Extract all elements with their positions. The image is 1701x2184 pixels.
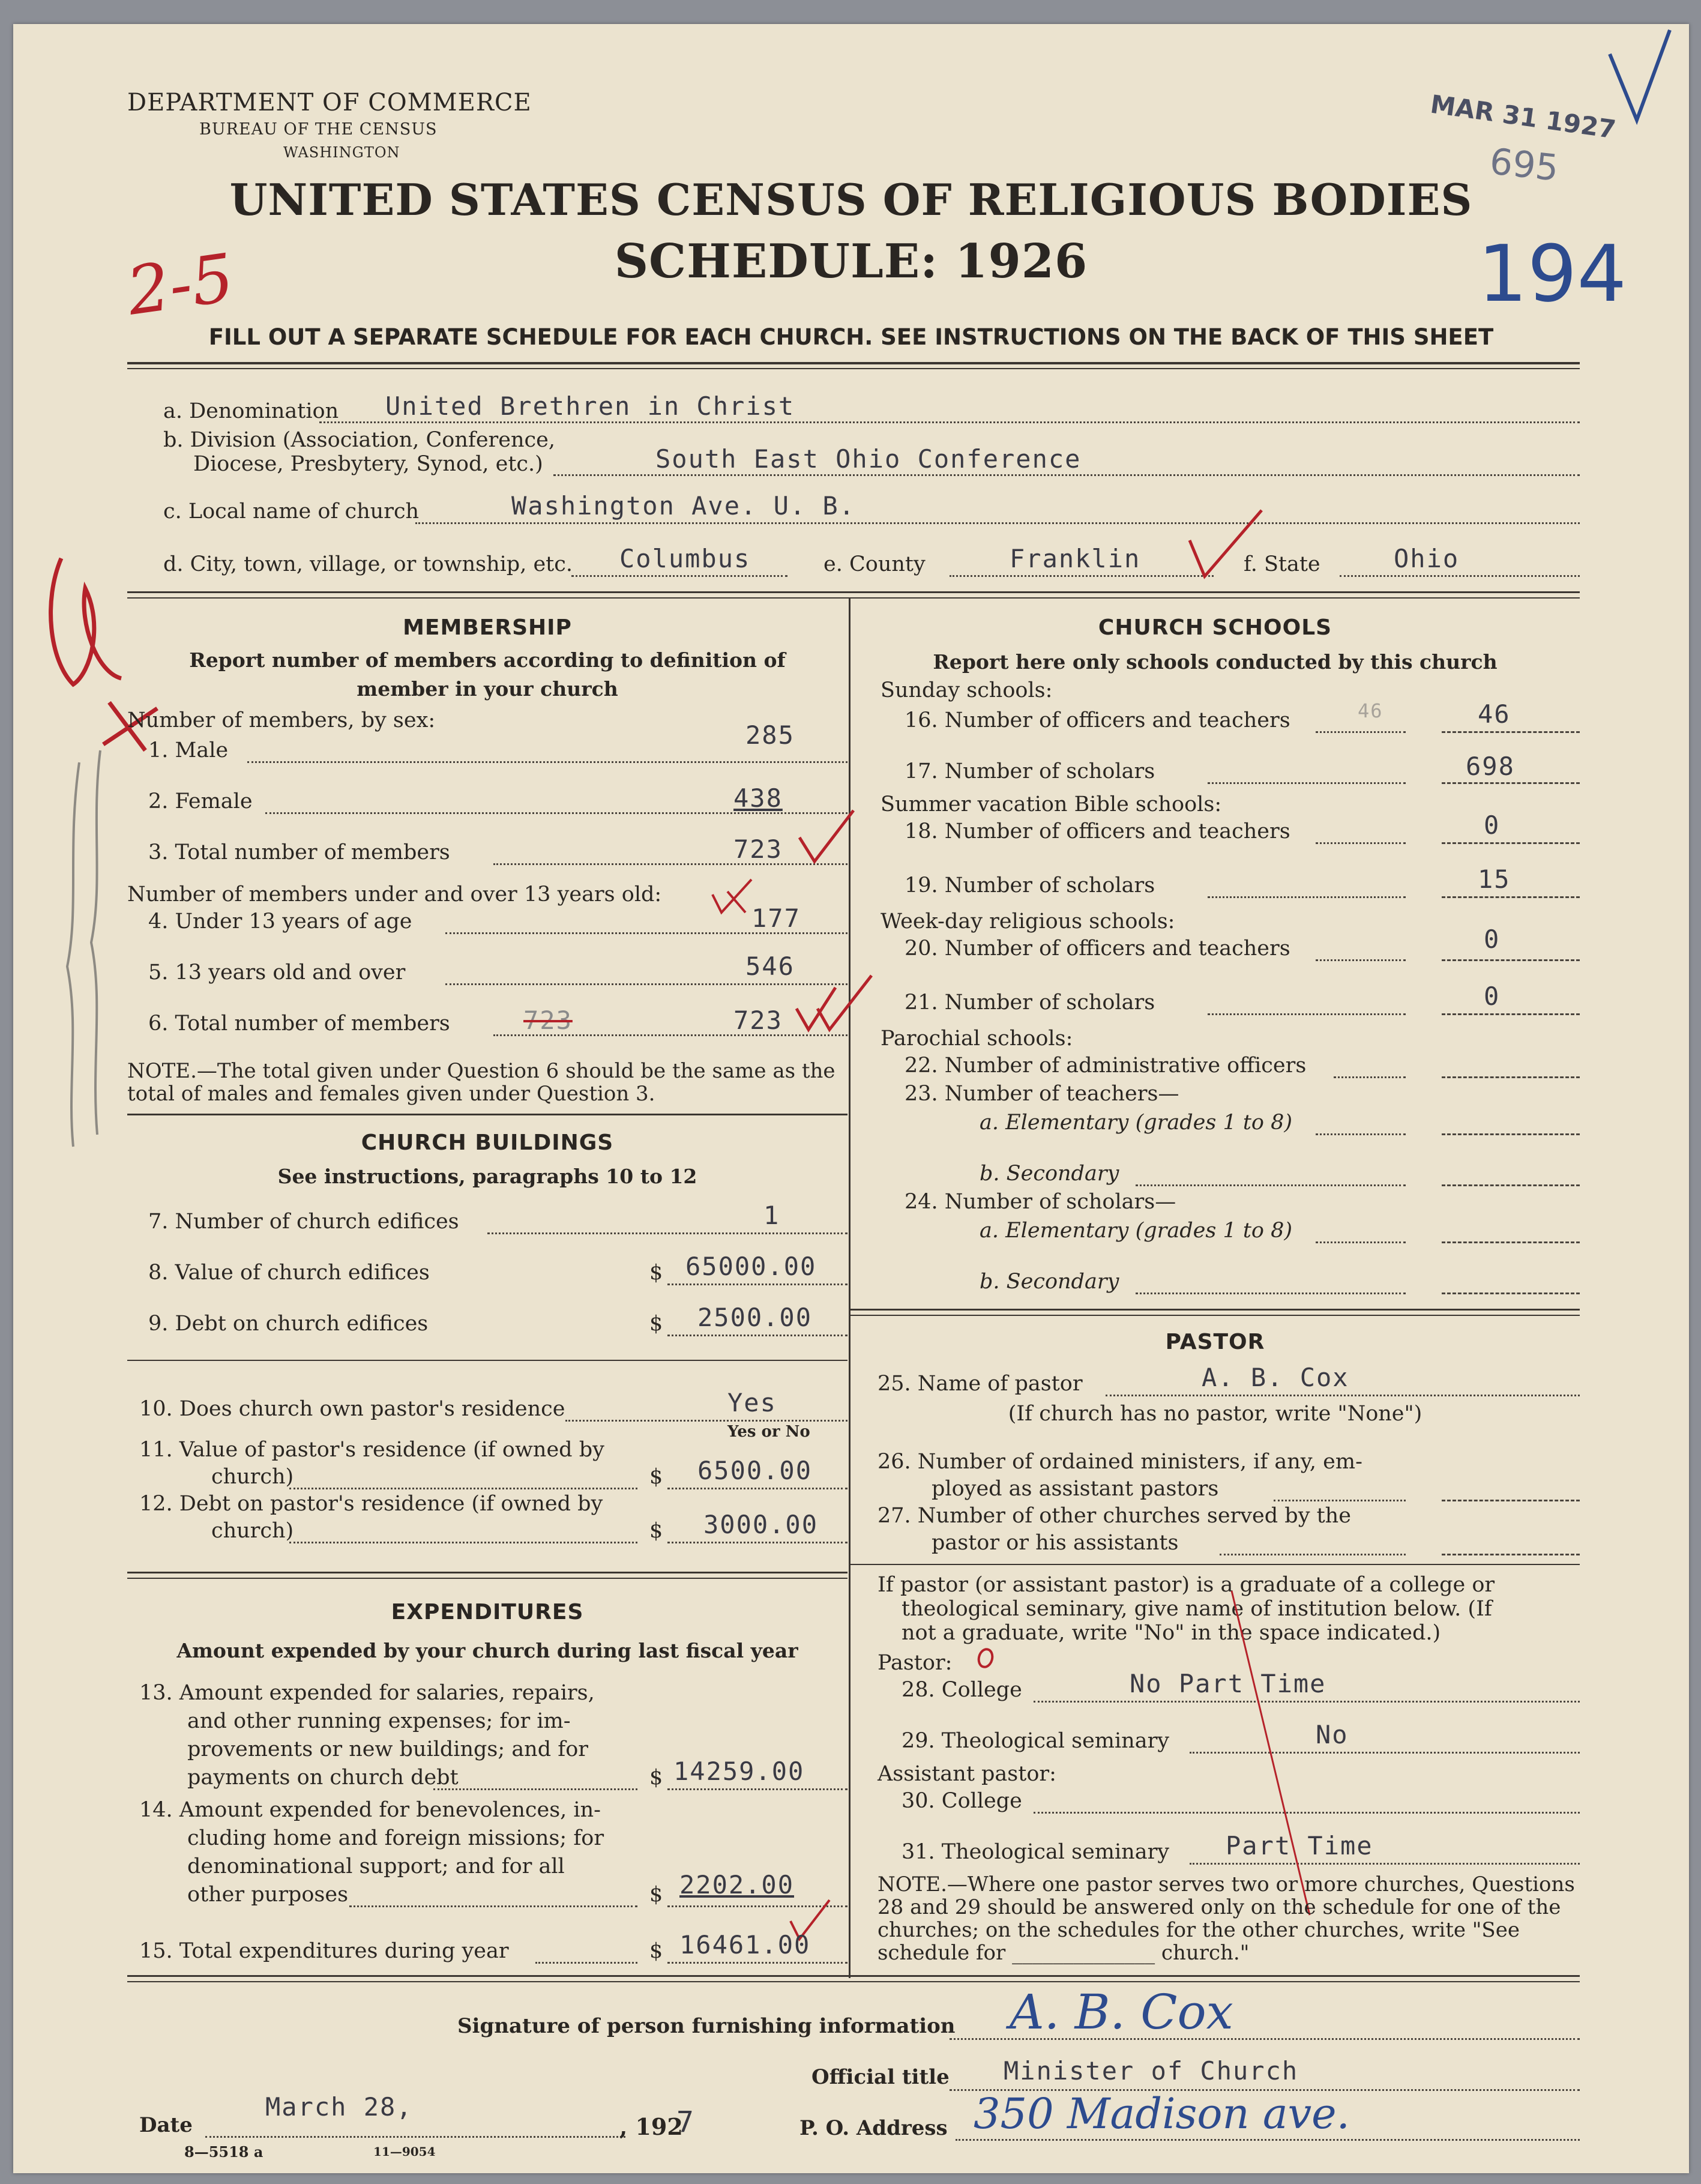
- received-date-stamp: MAR 31 1927: [1429, 89, 1618, 145]
- q6-label: 6. Total number of members: [148, 1012, 450, 1036]
- q27-label-2: pastor or his assistants: [932, 1531, 1179, 1555]
- total-members-struck-value: 723: [523, 1006, 573, 1035]
- fill-line: [1208, 896, 1406, 898]
- red-pencil-stroke-icon: [1226, 1585, 1322, 1921]
- rule: [850, 1309, 1580, 1311]
- dollar-sign: $: [649, 1766, 663, 1790]
- sunday-officers-value[interactable]: 46: [1478, 699, 1511, 729]
- q14-label-3: denominational support; and for all: [187, 1854, 565, 1878]
- pastor-name-value[interactable]: A. B. Cox: [1202, 1363, 1349, 1392]
- red-check-icon: [709, 876, 757, 919]
- rule: [850, 1315, 1580, 1316]
- rule: [127, 1360, 847, 1361]
- fill-line: [1334, 1076, 1406, 1078]
- bureau-name: BUREAU OF THE CENSUS: [199, 120, 438, 139]
- fill-line: [319, 421, 1580, 423]
- weekday-scholars-value[interactable]: 0: [1484, 982, 1501, 1011]
- q7-label: 7. Number of church edifices: [148, 1210, 459, 1234]
- pastor-note: NOTE.—Where one pastor serves two or more churches, Questions 28 and 29 should be answered only on the schedule for one of the churches; on the schedules for the other churches, write "See schedule for ______________ church.": [878, 1872, 1575, 1965]
- year-prefix: , 192: [619, 2113, 683, 2140]
- q8-label: 8. Value of church edifices: [148, 1261, 430, 1285]
- fill-line: [1208, 1013, 1406, 1015]
- q14-label-2: cluding home and foreign missions; for: [187, 1826, 604, 1850]
- q26-label-1: 26. Number of ordained ministers, if any, em-: [878, 1450, 1362, 1474]
- q16-label: 16. Number of officers and teachers: [905, 708, 1290, 732]
- fill-line: [553, 474, 1580, 476]
- state-value[interactable]: Ohio: [1394, 544, 1460, 573]
- denomination-label: a. Denomination: [163, 399, 339, 423]
- q23a-label: a. Elementary (grades 1 to 8): [980, 1111, 1293, 1135]
- q24b-label: b. Secondary: [980, 1270, 1119, 1294]
- q18-label: 18. Number of officers and teachers: [905, 819, 1290, 843]
- fill-line: [1340, 575, 1580, 577]
- fill-line: [1106, 1395, 1580, 1396]
- division-label-2: Diocese, Presbytery, Synod, etc.): [193, 452, 543, 476]
- q26-label-2: ployed as assistant pastors: [932, 1477, 1219, 1501]
- dollar-sign: $: [649, 1939, 663, 1963]
- q25-note: (If church has no pastor, write "None"): [1008, 1402, 1423, 1426]
- residence-value[interactable]: 6500.00: [697, 1456, 813, 1485]
- fill-line: [667, 1542, 847, 1543]
- q3-label: 3. Total number of members: [148, 840, 450, 864]
- fill-line: [1274, 1500, 1406, 1501]
- graduate-instr-2: theological seminary, give name of institution below. (If: [902, 1597, 1492, 1621]
- signature-label: Signature of person furnishing information: [457, 2014, 956, 2038]
- rule: [127, 597, 1580, 599]
- form-title: UNITED STATES CENSUS OF RELIGIOUS BODIES: [229, 174, 1473, 225]
- membership-note: NOTE.—The total given under Question 6 should be the same as the total of males and females given under Question 3.: [127, 1059, 835, 1106]
- fill-line: [1316, 731, 1406, 733]
- under-13-value[interactable]: 177: [751, 903, 801, 933]
- fill-line: [571, 575, 787, 577]
- fill-line: [1442, 1184, 1580, 1186]
- q17-label: 17. Number of scholars: [905, 759, 1155, 783]
- q23b-label: b. Secondary: [980, 1162, 1119, 1186]
- fill-line: [1316, 1133, 1406, 1135]
- fill-line: [667, 1284, 847, 1285]
- total-members-value-q3[interactable]: 723: [733, 834, 783, 864]
- by-age-label: Number of members under and over 13 years old:: [127, 882, 662, 906]
- instructions-banner: FILL OUT A SEPARATE SCHEDULE FOR EACH CHURCH. SEE INSTRUCTIONS ON THE BACK OF THIS SHEET: [208, 324, 1494, 350]
- q19-label: 19. Number of scholars: [905, 873, 1155, 897]
- q13-label-2: and other running expenses; for im-: [187, 1709, 571, 1733]
- q30-label: 30. College: [902, 1789, 1022, 1813]
- dollar-sign: $: [649, 1883, 663, 1907]
- city-value[interactable]: Columbus: [619, 544, 751, 573]
- washington-label: WASHINGTON: [283, 144, 400, 161]
- official-title-value[interactable]: Minister of Church: [1004, 2056, 1299, 2086]
- fill-line: [349, 1905, 637, 1907]
- red-check-icon: [793, 804, 860, 870]
- graduate-instr-3: not a graduate, write "No" in the space indicated.): [902, 1621, 1441, 1645]
- over-13-value[interactable]: 546: [745, 952, 795, 981]
- dollar-sign: $: [649, 1312, 663, 1336]
- fill-line: [956, 2139, 1580, 2141]
- county-value[interactable]: Franklin: [1010, 544, 1141, 573]
- pastor-college-value[interactable]: No Part Time: [1130, 1669, 1326, 1698]
- fill-line: [289, 1542, 637, 1543]
- fill-line: [1442, 782, 1580, 784]
- print-number: 11—9054: [373, 2144, 436, 2159]
- q9-label: 9. Debt on church edifices: [148, 1312, 429, 1336]
- fill-line: [289, 1488, 637, 1489]
- dollar-sign: $: [649, 1261, 663, 1285]
- department-name: DEPARTMENT OF COMMERCE: [127, 89, 532, 116]
- q11-label-1: 11. Value of pastor's residence (if owned by: [139, 1438, 604, 1462]
- q23-label: 23. Number of teachers—: [905, 1082, 1179, 1106]
- form-number: 8—5518 a: [184, 2143, 263, 2161]
- fill-line: [667, 1488, 847, 1489]
- year-digit-value[interactable]: 7: [676, 2105, 695, 2139]
- signature-value[interactable]: A. B. Cox: [1010, 1984, 1233, 2040]
- parochial-schools-label: Parochial schools:: [881, 1027, 1073, 1051]
- fill-line: [1442, 959, 1580, 961]
- state-label: f. State: [1244, 552, 1320, 576]
- q27-label-1: 27. Number of other churches served by the: [878, 1504, 1351, 1528]
- fill-line: [1136, 1293, 1406, 1294]
- fill-line: [1442, 1013, 1580, 1015]
- fill-line: [667, 1962, 847, 1964]
- check-mark-icon: [1604, 24, 1676, 132]
- church-schools-heading: CHURCH SCHOOLS: [1098, 615, 1332, 640]
- fill-line: [1442, 1500, 1580, 1501]
- date-label: Date: [139, 2113, 193, 2137]
- sunday-scholars-value[interactable]: 698: [1466, 752, 1515, 781]
- church-edifices-count-value[interactable]: 1: [763, 1201, 780, 1230]
- fill-line: [565, 1420, 847, 1422]
- q31-label: 31. Theological seminary: [902, 1840, 1170, 1864]
- assistant-pastor-label: Assistant pastor:: [878, 1762, 1056, 1786]
- denomination-value[interactable]: United Brethren in Christ: [385, 391, 795, 421]
- red-zero-mark-icon: [974, 1645, 998, 1671]
- q22-label: 22. Number of administrative officers: [905, 1054, 1307, 1078]
- fill-line: [1220, 1554, 1406, 1555]
- q24a-label: a. Elementary (grades 1 to 8): [980, 1219, 1293, 1243]
- officers-teachers-faint-value: 46: [1358, 699, 1383, 722]
- fill-line: [1442, 731, 1580, 733]
- female-members-value[interactable]: 438: [733, 783, 783, 813]
- q12-label-1: 12. Debt on pastor's residence (if owned by: [139, 1492, 603, 1516]
- division-label-1: b. Division (Association, Conference,: [163, 428, 555, 452]
- pencil-margin-note-icon: [31, 726, 121, 1159]
- serial-number-handwritten: 194: [1478, 228, 1627, 319]
- dollar-sign: $: [649, 1465, 663, 1489]
- fill-line: [415, 522, 1580, 524]
- expenditures-subheading: Amount expended by your church during last fiscal year: [176, 1639, 798, 1662]
- q10-label: 10. Does church own pastor's residence: [139, 1397, 565, 1421]
- q21-label: 21. Number of scholars: [905, 991, 1155, 1015]
- by-sex-label: Number of members, by sex:: [127, 708, 436, 732]
- fill-line: [1442, 1133, 1580, 1135]
- rule: [127, 1975, 1580, 1977]
- q13-label-3: provements or new buildings; and for: [187, 1737, 589, 1761]
- membership-subheading-2: member in your church: [357, 677, 618, 701]
- weekday-officers-value[interactable]: 0: [1484, 925, 1501, 954]
- total-members-value-q6[interactable]: 723: [733, 1006, 783, 1035]
- q4-label: 4. Under 13 years of age: [148, 909, 412, 934]
- fill-line: [487, 1232, 847, 1234]
- q15-label: 15. Total expenditures during year: [139, 1939, 509, 1963]
- q24-label: 24. Number of scholars—: [905, 1190, 1176, 1214]
- summer-scholars-value[interactable]: 15: [1478, 864, 1511, 894]
- rule: [127, 1578, 847, 1579]
- rule: [127, 368, 1580, 369]
- fill-line: [433, 1788, 637, 1790]
- fill-line: [1442, 1293, 1580, 1294]
- fill-line: [1316, 959, 1406, 961]
- q1-label: 1. Male: [148, 738, 229, 762]
- rule: [127, 1572, 847, 1573]
- residence-debt-value[interactable]: 3000.00: [703, 1510, 819, 1539]
- male-members-value[interactable]: 285: [745, 720, 795, 750]
- pastor-heading: PASTOR: [1165, 1330, 1265, 1354]
- pastor-seminary-value[interactable]: No: [1316, 1720, 1349, 1749]
- q25-label: 25. Name of pastor: [878, 1372, 1083, 1396]
- membership-subheading-1: Report number of members according to definition of: [189, 648, 786, 672]
- q14-label-4: other purposes: [187, 1883, 349, 1907]
- fill-line: [1208, 782, 1406, 784]
- fill-line: [667, 1335, 847, 1336]
- running-expenses-value[interactable]: 14259.00: [673, 1757, 805, 1786]
- official-title-label: Official title: [811, 2065, 950, 2089]
- rule: [127, 1114, 847, 1115]
- sunday-schools-label: Sunday schools:: [881, 678, 1053, 702]
- local-name-value[interactable]: Washington Ave. U. B.: [511, 491, 856, 520]
- received-number-stamp: 695: [1487, 140, 1561, 190]
- fill-line: [950, 575, 1214, 577]
- rule: [850, 1564, 1580, 1565]
- yes-or-no-hint: Yes or No: [727, 1423, 810, 1441]
- red-double-check-icon: [793, 973, 878, 1039]
- q14-label-1: 14. Amount expended for benevolences, in-: [139, 1798, 601, 1822]
- q12-label-2: church): [211, 1519, 294, 1543]
- church-schools-subheading: Report here only schools conducted by this church: [933, 650, 1498, 674]
- fill-line: [445, 983, 847, 985]
- fill-line: [205, 2136, 625, 2138]
- weekday-schools-label: Week-day religious schools:: [881, 909, 1175, 934]
- church-buildings-subheading: See instructions, paragraphs 10 to 12: [277, 1165, 697, 1188]
- summer-schools-label: Summer vacation Bible schools:: [881, 792, 1222, 816]
- fill-line: [535, 1962, 637, 1964]
- q13-label-4: payments on church debt: [187, 1766, 459, 1790]
- church-buildings-heading: CHURCH BUILDINGS: [361, 1130, 614, 1155]
- fill-line: [1136, 1184, 1406, 1186]
- pastor-label: Pastor:: [878, 1651, 953, 1675]
- fill-line: [1442, 1076, 1580, 1078]
- fill-line: [1316, 842, 1406, 844]
- schedule-title: SCHEDULE: 1926: [614, 234, 1088, 289]
- membership-heading: MEMBERSHIP: [403, 615, 572, 640]
- owns-residence-value[interactable]: Yes: [727, 1388, 777, 1417]
- fill-line: [1316, 1241, 1406, 1243]
- date-value[interactable]: March 28,: [265, 2092, 413, 2122]
- city-label: d. City, town, village, or township, etc.: [163, 552, 573, 576]
- census-schedule-sheet: [13, 24, 1689, 2173]
- church-edifices-debt-value[interactable]: 2500.00: [697, 1303, 813, 1332]
- fill-line: [247, 761, 847, 763]
- division-value[interactable]: South East Ohio Conference: [655, 444, 1082, 474]
- benevolences-value[interactable]: 2202.00: [679, 1870, 795, 1899]
- assistant-seminary-value[interactable]: Part Time: [1226, 1831, 1373, 1860]
- county-label: e. County: [823, 552, 926, 576]
- graduate-instr-1: If pastor (or assistant pastor) is a graduate of a college or: [878, 1573, 1495, 1597]
- total-expenditures-value[interactable]: 16461.00: [679, 1930, 811, 1959]
- expenditures-heading: EXPENDITURES: [391, 1600, 584, 1624]
- fill-line: [1442, 842, 1580, 844]
- rule: [127, 1981, 1580, 1982]
- q11-label-2: church): [211, 1465, 294, 1489]
- code-handwritten-red: 2-5: [122, 239, 239, 330]
- po-address-value[interactable]: 350 Madison ave.: [974, 2089, 1350, 2138]
- fill-line: [1442, 896, 1580, 898]
- fill-line: [667, 1788, 847, 1790]
- po-address-label: P. O. Address: [799, 2116, 948, 2140]
- q13-label-1: 13. Amount expended for salaries, repairs,: [139, 1681, 595, 1705]
- fill-line: [1442, 1554, 1580, 1555]
- fill-line: [1442, 1241, 1580, 1243]
- local-name-label: c. Local name of church: [163, 499, 420, 523]
- rule: [127, 591, 1580, 593]
- q20-label: 20. Number of officers and teachers: [905, 937, 1290, 961]
- q29-label: 29. Theological seminary: [902, 1729, 1170, 1753]
- church-edifices-value[interactable]: 65000.00: [685, 1252, 817, 1281]
- q2-label: 2. Female: [148, 789, 253, 813]
- summer-officers-value[interactable]: 0: [1484, 810, 1501, 840]
- dollar-sign: $: [649, 1519, 663, 1543]
- q28-label: 28. College: [902, 1678, 1022, 1702]
- rule: [127, 362, 1580, 364]
- q5-label: 5. 13 years old and over: [148, 961, 406, 985]
